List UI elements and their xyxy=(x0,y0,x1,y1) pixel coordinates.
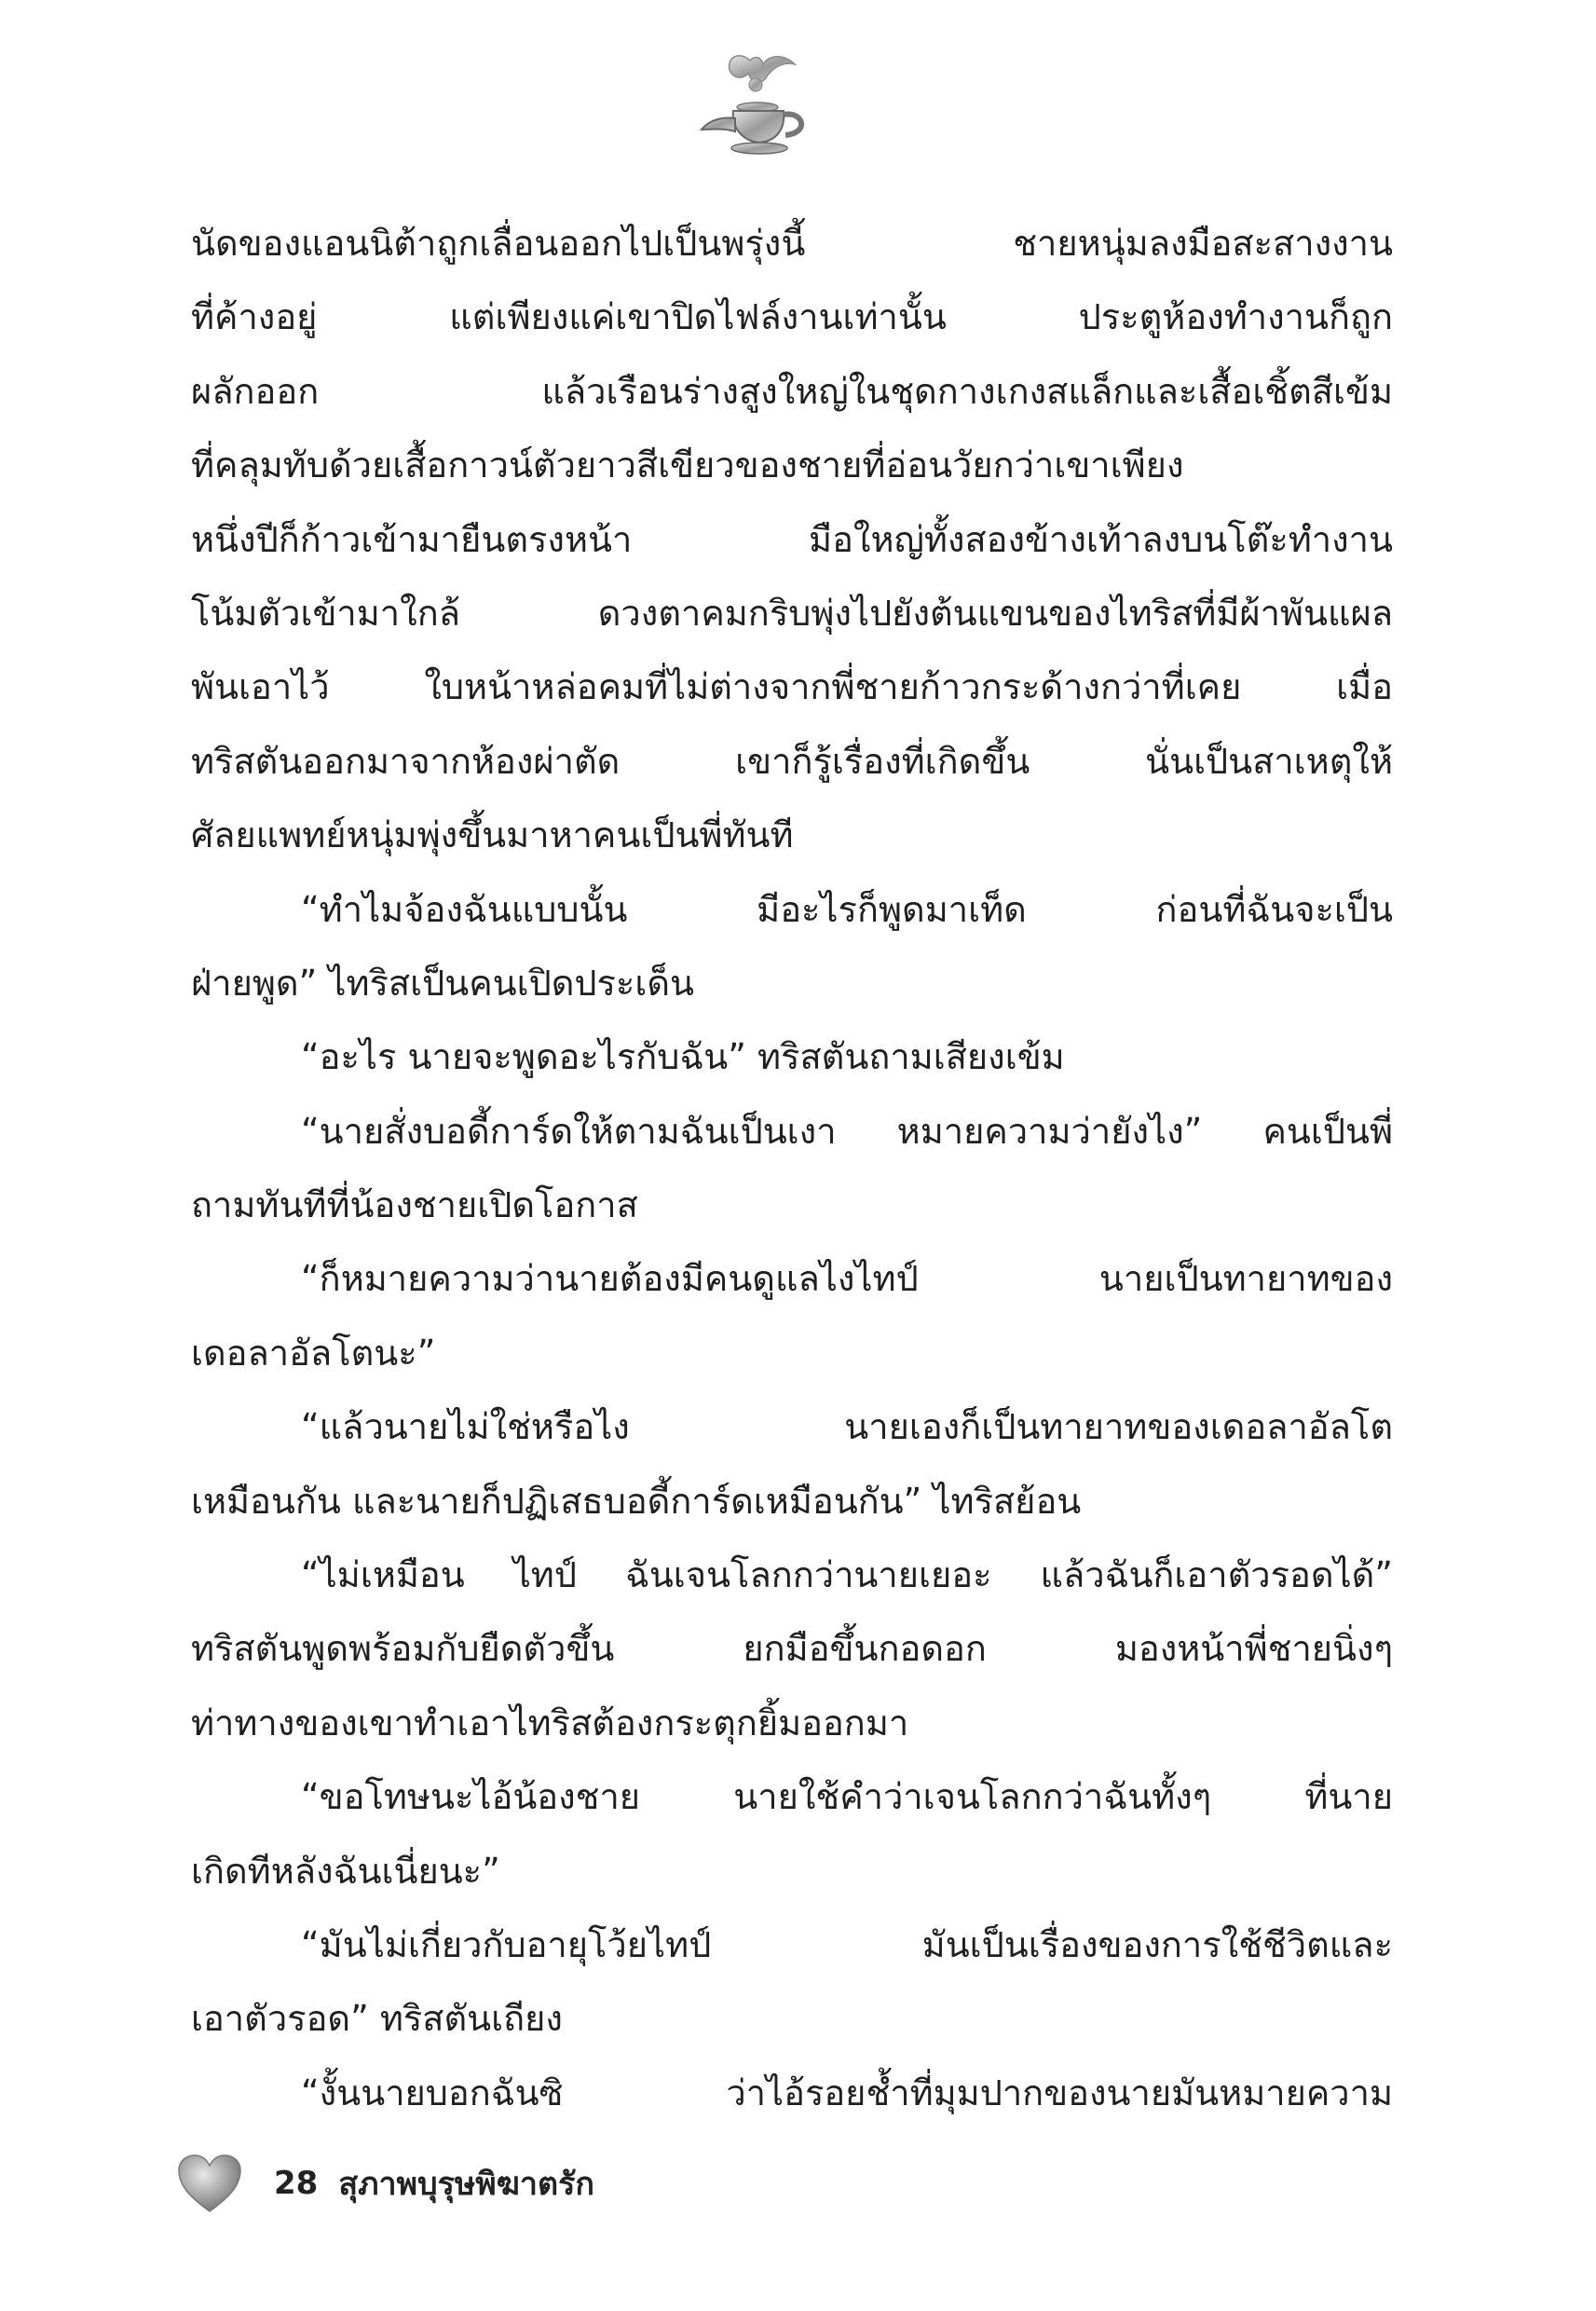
text-line: “นายสั่งบอดี้การ์ดให้ตามฉันเป็นเงา หมายความว่ายังไง” คนเป็นพี่ xyxy=(301,1110,1393,1152)
text-line: “แล้วนายไม่ใช่หรือไง นายเองก็เป็นทายาทของเดอลาอัลโต xyxy=(301,1406,1393,1448)
text-line: เดอลาอัลโตนะ” xyxy=(191,1332,436,1374)
text-line: ศัลยแพทย์หนุ่มพุ่งขึ้นมาหาคนเป็นพี่ทันที xyxy=(191,814,794,856)
text-line: ถามทันทีที่น้องชายเปิดโอกาส xyxy=(191,1184,638,1226)
text-line: หนึ่งปีก็ก้าวเข้ามายืนตรงหน้า มือใหญ่ทั้งสองข้างเท้าลงบนโต๊ะทำงาน xyxy=(191,518,1393,560)
text-line: เอาตัวรอด” ทริสตันเถียง xyxy=(191,1998,563,2040)
page-footer xyxy=(177,2151,594,2216)
text-line: “ขอโทษนะไอ้น้องชาย นายใช้คำว่าเจนโลกกว่าฉันทั้งๆ ที่นาย xyxy=(301,1776,1393,1818)
text-line: เกิดทีหลังฉันเนี่ยนะ” xyxy=(191,1850,500,1892)
text-line: “มันไม่เกี่ยวกับอายุโว้ยไทป์ มันเป็นเรื่องของการใช้ชีวิตและ xyxy=(301,1923,1393,1965)
text-line: “ทำไมจ้องฉันแบบนั้น มีอะไรก็พูดมาเท็ด ก่อนที่ฉันจะเป็น xyxy=(301,888,1393,930)
text-line: ที่ค้างอยู่ แต่เพียงแค่เขาปิดไฟล์งานเท่านั้น ประตูห้องทำงานก็ถูก xyxy=(191,296,1393,338)
text-line: ที่คลุมทับด้วยเสื้อกาวน์ตัวยาวสีเขียวของชายที่อ่อนวัยกว่าเขาเพียง xyxy=(191,444,1184,486)
text-line: “งั้นนายบอกฉันซิ ว่าไอ้รอยช้ำที่มุมปากของนายมันหมายความ xyxy=(301,2072,1393,2113)
body-text xyxy=(191,207,1393,2130)
text-line: “ก็หมายความว่านายต้องมีคนดูแลไงไทป์ นายเป็นทายาทของ xyxy=(301,1258,1393,1300)
text-line: ผลักออก แล้วเรือนร่างสูงใหญ่ในชุดกางเกงสแล็กและเสื้อเชิ้ตสีเข้ม xyxy=(191,370,1393,412)
text-line: ทริสตันพูดพร้อมกับยืดตัวขึ้น ยกมือขึ้นกอดอก มองหน้าพี่ชายนิ่งๆ xyxy=(191,1628,1393,1670)
angel-teapot-ornament-icon xyxy=(685,51,834,163)
text-line: “อะไร นายจะพูดอะไรกับฉัน” ทริสตันถามเสียงเข้ม xyxy=(301,1036,1065,1078)
text-line: ทริสตันออกมาจากห้องผ่าตัด เขาก็รู้เรื่องที่เกิดขึ้น นั่นเป็นสาเหตุให้ xyxy=(191,740,1393,782)
text-line: พันเอาไว้ ใบหน้าหล่อคมที่ไม่ต่างจากพี่ชายก้าวกระด้างกว่าที่เคย เมื่อ xyxy=(191,666,1393,708)
page-number: 28 xyxy=(274,2165,319,2202)
book-title: สุภาพบุรุษพิฆาตรัก xyxy=(338,2166,594,2203)
heart-icon xyxy=(177,2154,242,2213)
text-line: ท่าทางของเขาทำเอาไทริสต้องกระตุกยิ้มออกมา xyxy=(191,1702,909,1744)
text-line: “ไม่เหมือน ไทป์ ฉันเจนโลกกว่านายเยอะ แล้วฉันก็เอาตัวรอดได้” xyxy=(301,1554,1393,1596)
text-line: โน้มตัวเข้ามาใกล้ ดวงตาคมกริบพุ่งไปยังต้นแขนของไทริสที่มีผ้าพันแผล xyxy=(191,592,1393,634)
text-line: ฝ่ายพูด” ไทริสเป็นคนเปิดประเด็น xyxy=(191,962,694,1004)
text-line: นัดของแอนนิต้าถูกเลื่อนออกไปเป็นพรุ่งนี้ ชายหนุ่มลงมือสะสางงาน xyxy=(191,223,1393,264)
text-line: เหมือนกัน และนายก็ปฏิเสธบอดี้การ์ดเหมือนกัน” ไทริสย้อน xyxy=(191,1480,1082,1522)
